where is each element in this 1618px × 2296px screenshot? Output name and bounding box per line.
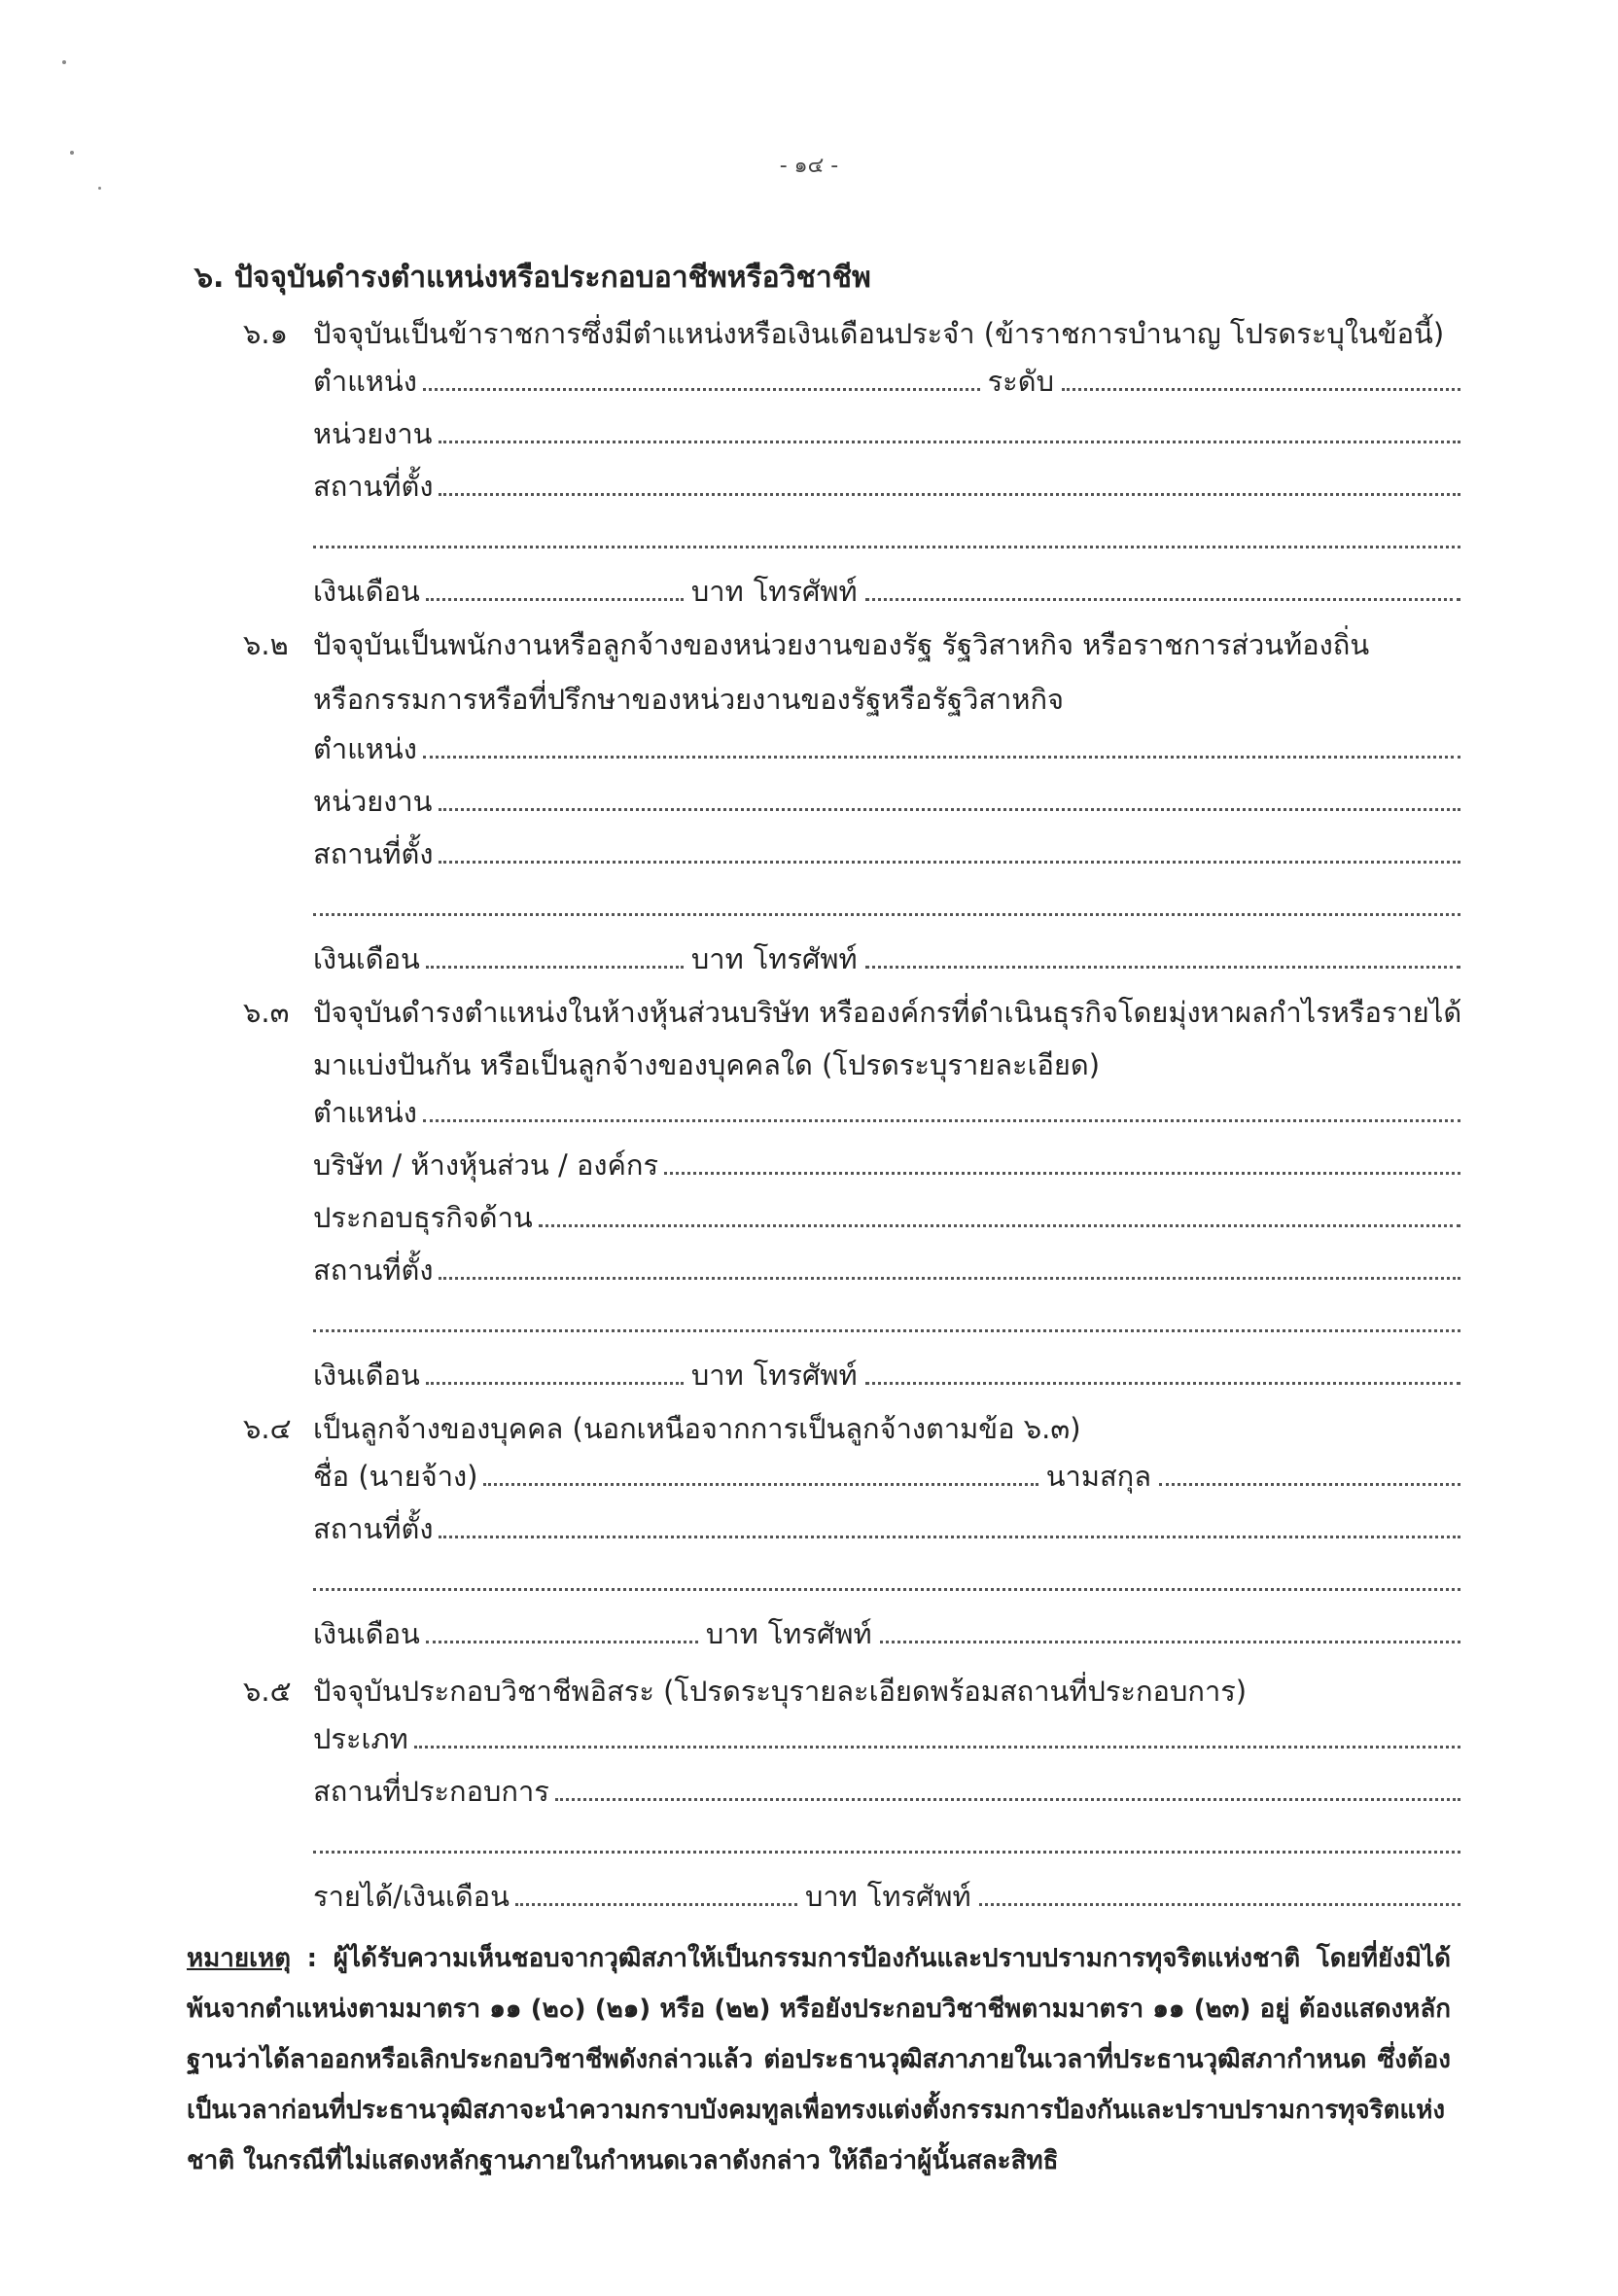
subsection-number: ๖.๒	[243, 628, 289, 661]
field-label: บาท	[690, 575, 744, 609]
input-dots[interactable]	[313, 1588, 1460, 1591]
input-dots[interactable]	[979, 1903, 1460, 1906]
input-dots[interactable]	[539, 1224, 1460, 1227]
salary-phone-field[interactable]	[313, 1354, 1460, 1393]
subsection-number: ๖.๑	[243, 317, 289, 350]
subsection-title-line: หรือกรรมการหรือที่ปรึกษาของหน่วยงานของรัฐหรือรัฐวิสาหกิจ	[313, 683, 1065, 716]
workplace-continuation-field[interactable]	[313, 1822, 1460, 1861]
field-label: โทรศัพท์	[753, 942, 858, 976]
field-label: ตำแหน่ง	[313, 732, 417, 766]
input-dots[interactable]	[865, 1382, 1460, 1385]
input-dots[interactable]	[555, 1798, 1460, 1801]
position-field[interactable]	[313, 1091, 1460, 1130]
input-dots[interactable]	[664, 1172, 1460, 1175]
input-dots[interactable]	[1159, 1483, 1460, 1486]
location-field[interactable]	[313, 465, 1460, 504]
footnote-label: หมายเหตุ	[187, 1944, 292, 1973]
input-dots[interactable]	[313, 913, 1460, 916]
position-field[interactable]	[313, 727, 1460, 766]
type-field[interactable]	[313, 1717, 1460, 1756]
field-label: ระดับ	[987, 365, 1054, 399]
field-label: บาท	[690, 942, 744, 976]
field-label: หน่วยงาน	[313, 417, 433, 451]
footnote	[187, 1933, 1451, 2186]
location-continuation-field[interactable]	[313, 1301, 1460, 1340]
location-continuation-field[interactable]	[313, 517, 1460, 556]
input-dots[interactable]	[414, 1746, 1460, 1748]
input-dots[interactable]	[439, 861, 1460, 864]
company-field[interactable]	[313, 1144, 1460, 1183]
salary-phone-field[interactable]	[313, 570, 1460, 609]
field-label: เงินเดือน	[313, 942, 420, 976]
input-dots[interactable]	[865, 598, 1460, 601]
subsection-title-line: ปัจจุบันประกอบวิชาชีพอิสระ (โปรดระบุรายละเอียดพร้อมสถานที่ประกอบการ)	[313, 1675, 1248, 1708]
page-number: - ๑๔ -	[779, 154, 839, 178]
location-continuation-field[interactable]	[313, 1560, 1460, 1599]
input-dots[interactable]	[313, 1851, 1460, 1854]
input-dots[interactable]	[313, 546, 1460, 548]
field-label: โทรศัพท์	[753, 1359, 858, 1393]
field-label: ประเภท	[313, 1722, 408, 1756]
subsection-number: ๖.๓	[243, 996, 290, 1029]
field-label: ตำแหน่ง	[313, 365, 417, 399]
field-label: ชื่อ (นายจ้าง)	[313, 1460, 478, 1494]
field-label: บาท	[705, 1617, 758, 1651]
field-label: สถานที่ตั้ง	[313, 1512, 434, 1546]
field-label: โทรศัพท์	[767, 1617, 872, 1651]
subsection-title	[243, 1669, 1247, 1713]
field-label: สถานที่ประกอบการ	[313, 1775, 549, 1809]
field-label: บริษัท / ห้างหุ้นส่วน / องค์กร	[313, 1148, 659, 1183]
input-dots[interactable]	[426, 1641, 698, 1643]
field-label: บาท	[690, 1359, 744, 1393]
input-dots[interactable]	[313, 1329, 1460, 1332]
location-field[interactable]	[313, 832, 1460, 871]
input-dots[interactable]	[880, 1641, 1460, 1643]
subsection-title	[243, 311, 1444, 356]
subsection-title-line: เป็นลูกจ้างของบุคคล (นอกเหนือจากการเป็นลูกจ้างตามข้อ ๖.๓)	[313, 1412, 1081, 1445]
field-label: สถานที่ตั้ง	[313, 837, 434, 871]
agency-field[interactable]	[313, 412, 1460, 451]
business-field[interactable]	[313, 1196, 1460, 1235]
input-dots[interactable]	[1062, 388, 1460, 391]
workplace-field[interactable]	[313, 1770, 1460, 1809]
salary-phone-field[interactable]	[313, 1612, 1460, 1651]
input-dots[interactable]	[423, 388, 980, 391]
location-field[interactable]	[313, 1249, 1460, 1288]
input-dots[interactable]	[426, 1382, 684, 1385]
field-label: ตำแหน่ง	[313, 1096, 417, 1130]
salary-phone-field[interactable]	[313, 937, 1460, 976]
input-dots[interactable]	[483, 1483, 1038, 1486]
input-dots[interactable]	[426, 598, 684, 601]
input-dots[interactable]	[426, 966, 684, 969]
field-label: โทรศัพท์	[753, 575, 858, 609]
subsection-number: ๖.๕	[243, 1675, 292, 1708]
scan-speck	[98, 187, 101, 190]
field-label: นามสกุล	[1045, 1460, 1151, 1494]
income-phone-field[interactable]	[313, 1875, 1460, 1914]
subsection-title-line: มาแบ่งปันกัน หรือเป็นลูกจ้างของบุคคลใด (โปรดระบุรายละเอียด)	[313, 1048, 1101, 1081]
subsection-title-line: ปัจจุบันดำรงตำแหน่งในห้างหุ้นส่วนบริษัท หรือองค์กรที่ดำเนินธุรกิจโดยมุ่งหาผลกำไรหรือรายได้	[313, 996, 1462, 1029]
field-label: บาท	[804, 1880, 858, 1914]
location-field[interactable]	[313, 1507, 1460, 1546]
input-dots[interactable]	[439, 1277, 1460, 1280]
input-dots[interactable]	[439, 1536, 1460, 1538]
field-label: โทรศัพท์	[866, 1880, 971, 1914]
field-label: ประกอบธุรกิจด้าน	[313, 1201, 533, 1235]
field-label: สถานที่ตั้ง	[313, 470, 434, 504]
subsection-title-line: ปัจจุบันเป็นพนักงานหรือลูกจ้างของหน่วยงานของรัฐ รัฐวิสาหกิจ หรือราชการส่วนท้องถิ่น	[313, 628, 1370, 661]
field-label: รายได้/เงินเดือน	[313, 1880, 510, 1914]
input-dots[interactable]	[515, 1903, 797, 1906]
subsection-title-line: ปัจจุบันเป็นข้าราชการซึ่งมีตำแหน่งหรือเงินเดือนประจำ (ข้าราชการบำนาญ โปรดระบุในข้อนี้)	[313, 317, 1445, 350]
location-continuation-field[interactable]	[313, 885, 1460, 924]
subsection-title	[243, 990, 1461, 1035]
employer-name-field[interactable]	[313, 1455, 1460, 1494]
input-dots[interactable]	[439, 441, 1461, 443]
field-label: เงินเดือน	[313, 1359, 420, 1393]
input-dots[interactable]	[423, 1119, 1460, 1122]
field-label: เงินเดือน	[313, 575, 420, 609]
input-dots[interactable]	[865, 966, 1460, 969]
subsection-number: ๖.๔	[243, 1412, 292, 1445]
scan-speck	[62, 60, 66, 64]
field-label: สถานที่ตั้ง	[313, 1254, 434, 1288]
section-heading: ๖. ปัจจุบันดำรงตำแหน่งหรือประกอบอาชีพหรือวิชาชีพ	[194, 261, 871, 295]
field-label: หน่วยงาน	[313, 785, 433, 819]
position-level-field[interactable]	[313, 360, 1460, 399]
field-label: เงินเดือน	[313, 1617, 420, 1651]
footnote-text: : ผู้ได้รับความเห็นชอบจากวุฒิสภาให้เป็นกรรมการป้องกันและปราบปรามการทุจริตแห่งชาติ โดยที่ยังมิได้พ้นจากตำแหน่งตามมาตรา ๑๑ (๒๐) (๒๑) หรือ (๒๒) หรือยังประกอบวิชาชีพตามมาตรา ๑๑ (๒๓) อยู่ ต้องแสดงหลักฐานว่าได้ลาออกหรือเลิกประกอบวิชาชีพดังกล่าวแล้ว ต่อประธานวุฒิสภาภายในเวลาที่ประธานวุฒิสภากำหนด ซึ่งต้องเป็นเวลาก่อนที่ประธานวุฒิสภาจะนำความกราบบังคมทูลเพื่อทรงแต่งตั้งกรรมการป้องกันและปราบปรามการทุจริตแห่งชาติ ในกรณีที่ไม่แสดงหลักฐานภายในกำหนดเวลาดังกล่าว ให้ถือว่าผู้นั้นสละสิทธิ	[187, 1944, 1451, 2175]
subsection-title	[243, 1406, 1081, 1451]
input-dots[interactable]	[423, 756, 1460, 759]
input-dots[interactable]	[439, 808, 1461, 811]
subsection-title	[243, 622, 1369, 667]
input-dots[interactable]	[439, 493, 1460, 496]
agency-field[interactable]	[313, 780, 1460, 819]
